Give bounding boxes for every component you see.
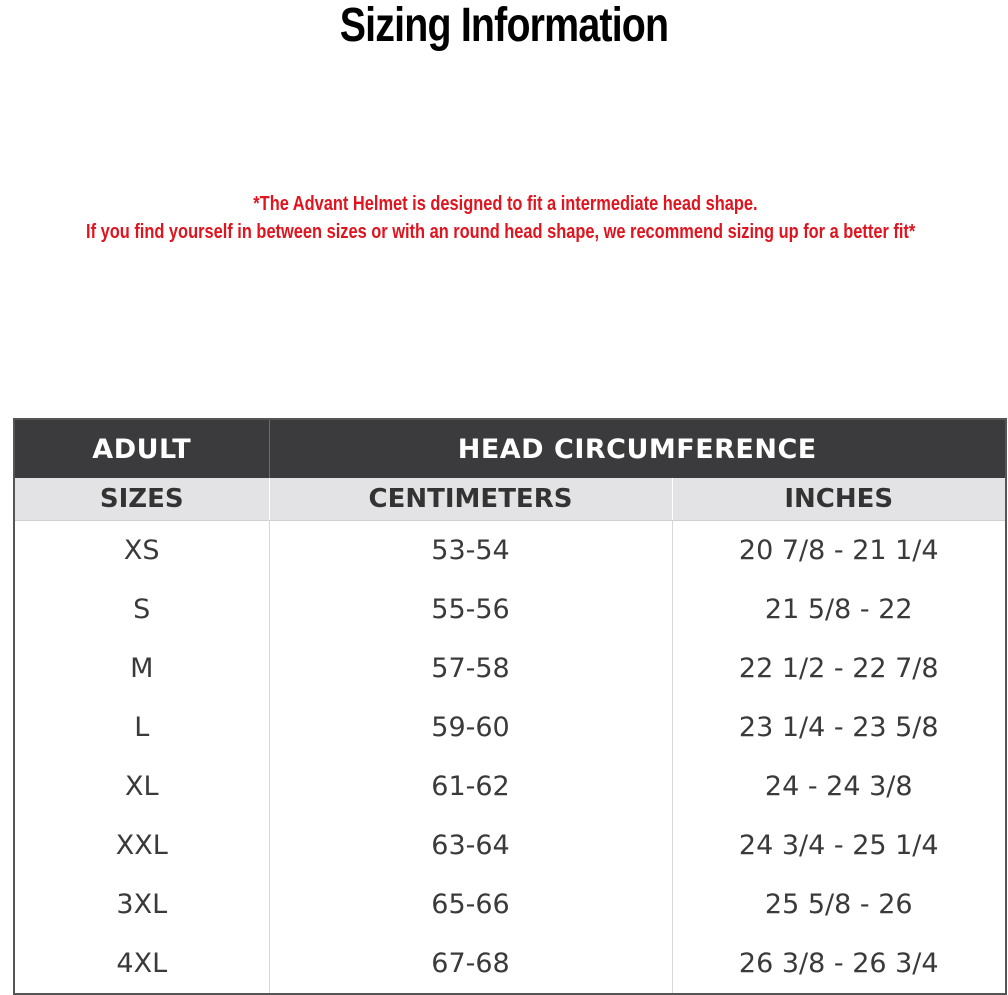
size-cell: XS [14, 521, 269, 581]
size-cell: S [14, 580, 269, 639]
table-row [14, 816, 1006, 875]
size-cell: XXL [14, 816, 269, 875]
inches-cell: 26 3/8 - 26 3/4 [672, 934, 1006, 994]
centimeters-cell: 65-66 [269, 875, 672, 934]
table-row [14, 639, 1006, 698]
table-row [14, 934, 1006, 994]
table-row [14, 580, 1006, 639]
page-title: Sizing Information [339, 0, 669, 52]
header-sizes: SIZES [14, 478, 269, 521]
table-row [14, 875, 1006, 934]
centimeters-cell: 55-56 [269, 580, 672, 639]
header-head-circumference: HEAD CIRCUMFERENCE [269, 419, 1006, 478]
inches-cell: 24 3/4 - 25 1/4 [672, 816, 1006, 875]
size-cell: 3XL [14, 875, 269, 934]
centimeters-cell: 63-64 [269, 816, 672, 875]
centimeters-cell: 59-60 [269, 698, 672, 757]
size-chart-table [13, 418, 1007, 995]
table-row [14, 521, 1006, 581]
header-adult: ADULT [14, 419, 269, 478]
table-header-top [14, 419, 1006, 478]
table-row [14, 698, 1006, 757]
centimeters-cell: 67-68 [269, 934, 672, 994]
fit-note-line-2: If you find yourself in between sizes or with an round head shape, we recommend sizing up for a better fit* [86, 221, 916, 243]
centimeters-cell: 61-62 [269, 757, 672, 816]
size-cell: 4XL [14, 934, 269, 994]
inches-cell: 20 7/8 - 21 1/4 [672, 521, 1006, 581]
table-header-bottom [14, 478, 1006, 521]
inches-cell: 21 5/8 - 22 [672, 580, 1006, 639]
inches-cell: 25 5/8 - 26 [672, 875, 1006, 934]
centimeters-cell: 57-58 [269, 639, 672, 698]
size-cell: XL [14, 757, 269, 816]
inches-cell: 22 1/2 - 22 7/8 [672, 639, 1006, 698]
fit-note-line-1: *The Advant Helmet is designed to fit a intermediate head shape. [253, 193, 758, 215]
size-cell: M [14, 639, 269, 698]
inches-cell: 24 - 24 3/8 [672, 757, 1006, 816]
table-row [14, 757, 1006, 816]
inches-cell: 23 1/4 - 23 5/8 [672, 698, 1006, 757]
header-inches: INCHES [672, 478, 1006, 521]
centimeters-cell: 53-54 [269, 521, 672, 581]
header-centimeters: CENTIMETERS [269, 478, 672, 521]
size-cell: L [14, 698, 269, 757]
